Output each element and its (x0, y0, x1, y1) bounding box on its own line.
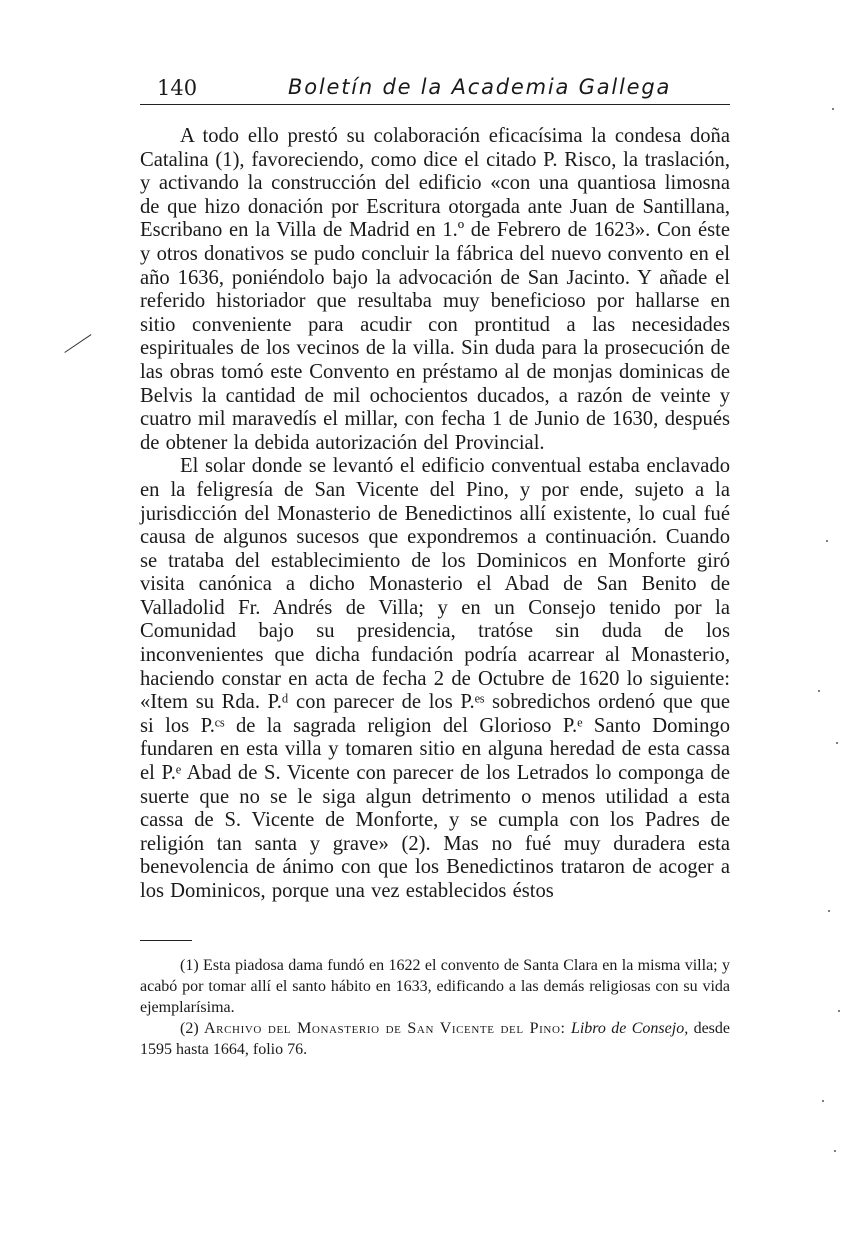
footnote-2-rest: desde 1595 hasta 1664, folio 76. (140, 1019, 731, 1058)
pencil-margin-mark (64, 334, 91, 353)
body-text (140, 125, 730, 904)
page-speck (822, 1100, 824, 1102)
paragraph: El solar donde se levantó el edificio conventual estaba enclavado en la feligresía de San Vicente del Pino, y por ende, sujeto a la jurisdicción del Monasterio de Benedictinos allí existente, lo cual fué causa de algunos sucesos que expondremos a continuación. Cuando se trataba del establecimiento de los Dominicos en Monforte giró visita canónica a dicho Monasterio el Abad de San Benito de Valladolid Fr. Andrés de Villa; y en un Consejo tenido por la Comunidad bajo su presidencia, tratóse sin duda de los inconvenientes que dicha fundación podría acarrear al Monasterio, haciendo constar en acta de fecha 2 de Octubre de 1620 lo siguiente: «Item su Rda. P.ᵈ con parecer de los P.ᵉˢ sobredichos ordenó que que si los P.ᶜˢ de la sagrada religion del Glorioso P.ᵉ Santo Domingo fundaren en esta villa y tomaren sitio en alguna heredad de esta cassa el P.ᵉ Abad de S. Vicente con parecer de los Letrados lo componga de suerte que no se le siga algun detrimento o menos utilidad a esta cassa de S. Vicente de Monforte, y se cumpla con los Padres de religión tan santa y grave» (2). Mas no fué muy duradera esta benevolencia de ánimo con que los Benedictinos trataron de acoger a los Dominicos, porque una vez establecidos éstos (140, 455, 730, 902)
footnote-divider (140, 940, 192, 941)
document-page (140, 70, 730, 1060)
page-number: 140 (157, 76, 198, 100)
page-speck (834, 1150, 836, 1152)
journal-title: Boletín de la Academia Gallega (288, 75, 672, 99)
page-speck (818, 690, 820, 692)
running-header (140, 70, 730, 105)
footnote-2-title: Libro de Consejo, (570, 1019, 689, 1037)
footnote-2 (140, 1018, 730, 1060)
footnotes (140, 955, 730, 1060)
footnote-2-source: Archivo del Monasterio de San Vicente del Pino: (204, 1019, 566, 1037)
footnote-1: (1) Esta piadosa dama fundó en 1622 el convento de Santa Clara en la misma villa; y acabó por tomar allí el santo hábito en 1633, edificando a las demás religiosas con su vida ejemplarísima. (140, 956, 730, 1016)
page-speck (832, 108, 834, 110)
page-speck (826, 540, 828, 542)
paragraph: A todo ello prestó su colaboración eficacísima la condesa doña Catalina (1), favoreciendo, como dice el citado P. Risco, la traslación, y activando la construcción del edificio «con una quantiosa limosna de que hizo donación por Escritura otorgada ante Juan de Santillana, Escribano en la Villa de Madrid en 1.º de Febrero de 1623». Con éste y otros donativos se pudo concluir la fábrica del nuevo convento en el año 1636, poniéndolo bajo la advocación de San Jacinto. Y añade el referido historiador que resultaba muy beneficioso por hallarse en sitio conveniente para acudir con prontitud a las necesidades espirituales de los vecinos de la villa. Sin duda para la prosecución de las obras tomó este Convento en préstamo al de monjas dominicas de Belvis la cantidad de mil ochocientos ducados, a razón de veinte y cuatro mil maravedís el millar, con fecha 1 de Junio de 1630, después de obtener la debida autorización del Provincial. (140, 125, 730, 454)
page-speck (838, 1010, 840, 1012)
footnote-2-marker: (2) (180, 1019, 199, 1037)
page-speck (836, 742, 838, 744)
page-speck (828, 910, 830, 912)
